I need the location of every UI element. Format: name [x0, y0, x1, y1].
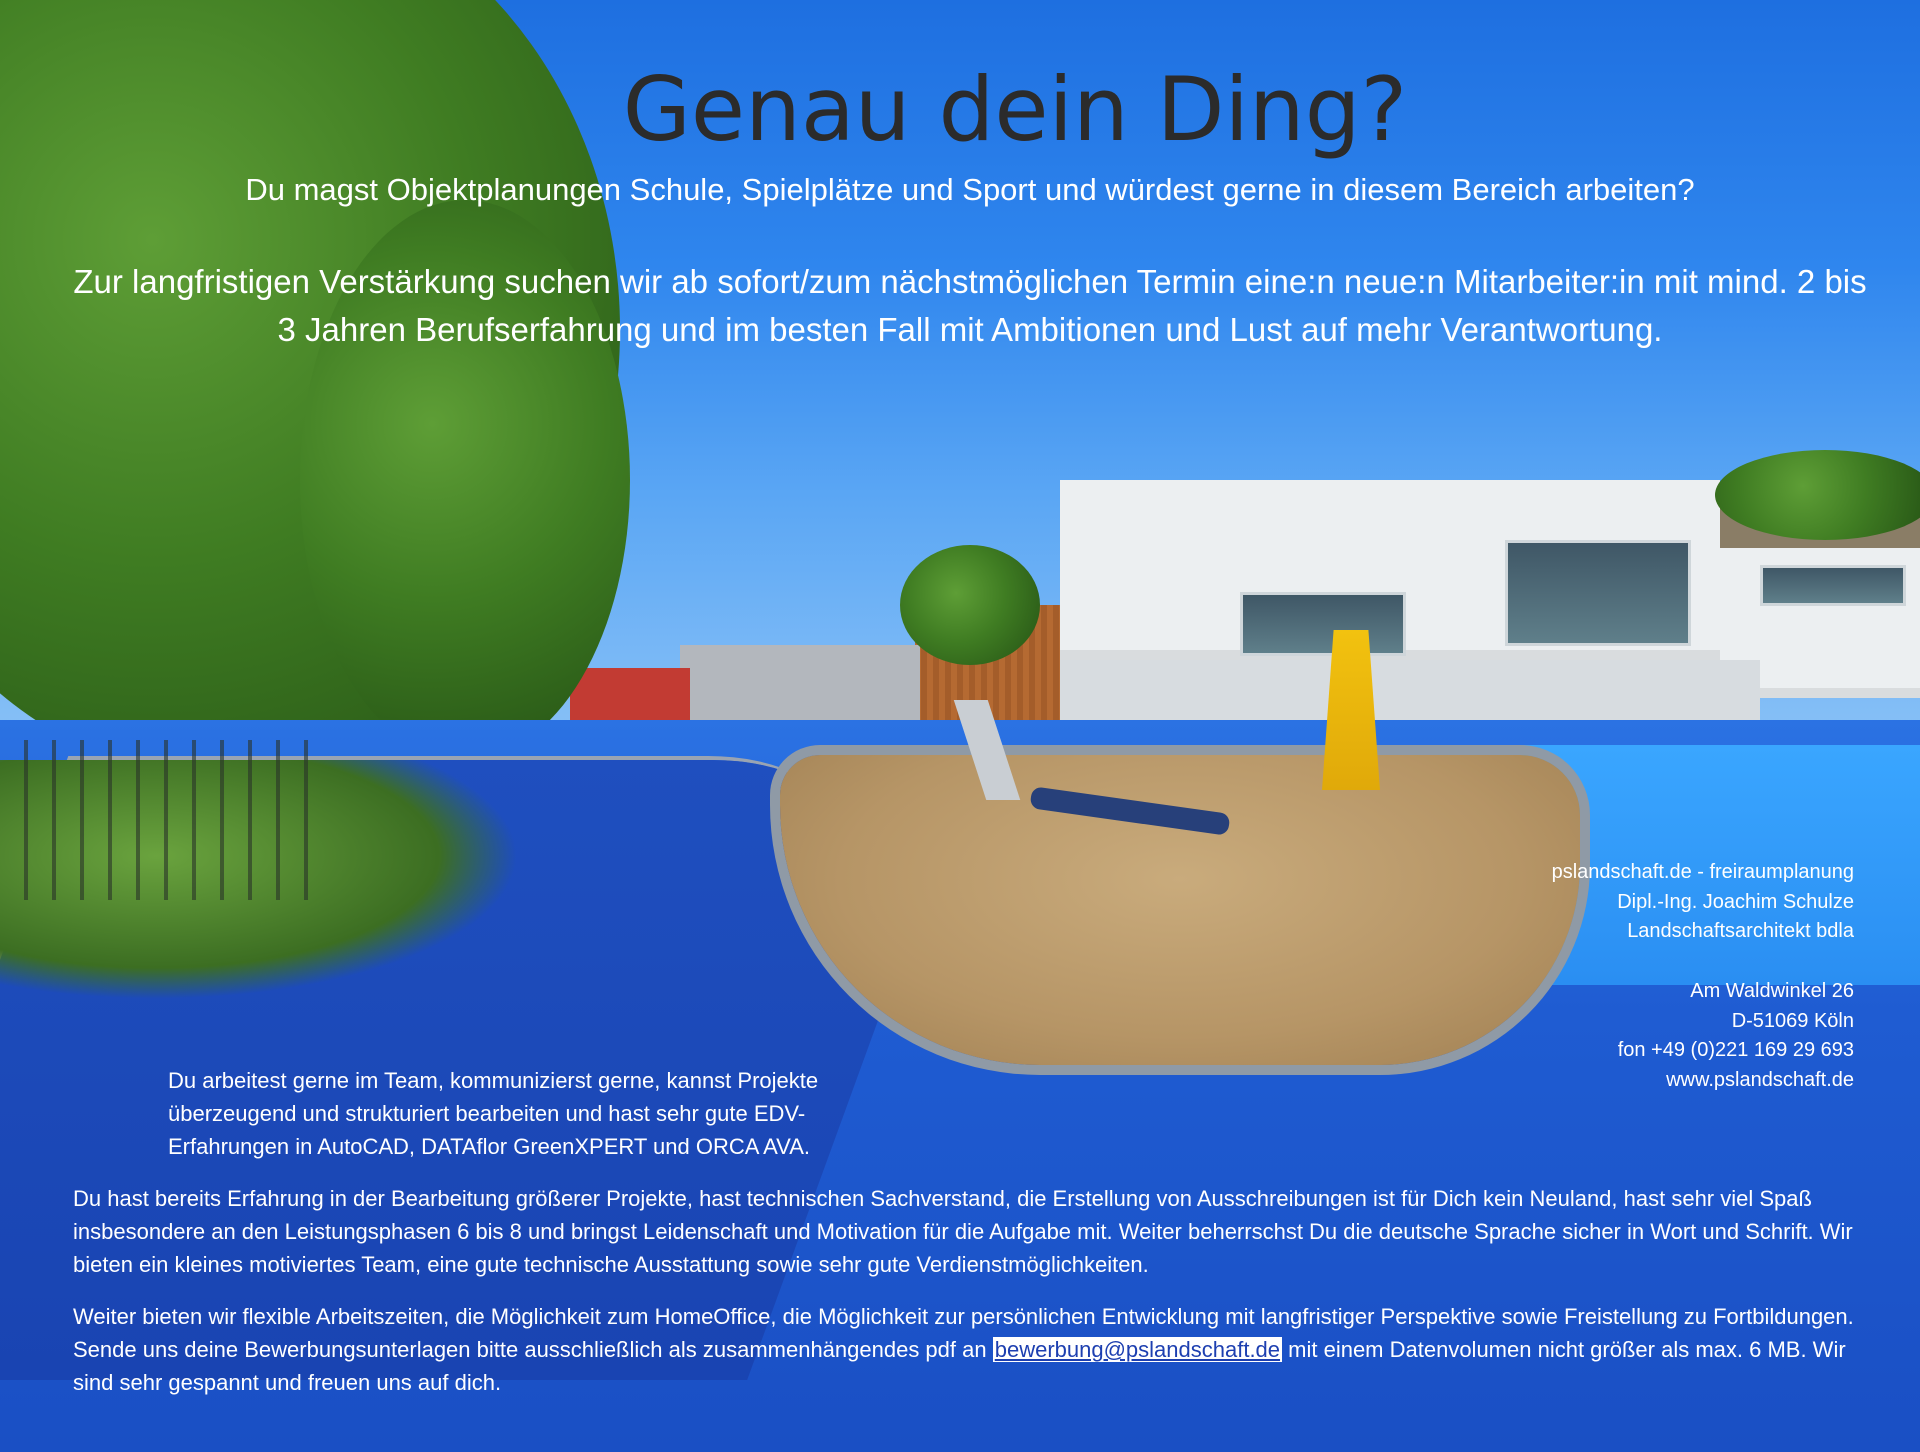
contact-block [1434, 858, 1854, 1096]
offer-text-before: Weiter bieten wir flexible Arbeitszeiten, die Möglichkeit zum HomeOffice, die Möglichkeit zur persönlichen Entwicklung mit langfristiger Perspektive sowie Freistellung zu Fortbildungen. Sende uns deine Bewerbungsunterlagen bitte ausschließlich als zusammenhängendes pdf an [73, 1304, 1854, 1362]
experience-paragraph: Du hast bereits Erfahrung in der Bearbeitung größerer Projekte, hast technischen Sachverstand, die Erstellung von Ausschreibungen ist für Dich kein Neuland, hast sehr viel Spaß insbesondere an den Leistungsphasen 6 bis 8 und bringst Leidenschaft und Motivation für die Aufgabe mit. Weiter beherrschst Du die deutsche Sprache sicher in Wort und Schrift. Wir bieten ein kleines motiviertes Team, eine gute technische Ausstattung sowie sehr gute Verdienstmöglichkeiten. [73, 1186, 1853, 1277]
building-window [1240, 592, 1406, 656]
website: www.pslandschaft.de [1666, 1068, 1854, 1091]
contact-title: Landschaftsarchitekt bdla [1627, 920, 1854, 943]
offer-text-after: mit einem Datenvolumen nicht größer als max. 6 MB. Wir sind sehr gespannt und freuen uns auf dich. [73, 1337, 1846, 1395]
intro-offer: Zur langfristigen Verstärkung suchen wir ab sofort/zum nächstmöglichen Termin eine:n neue:n Mitarbeiter:in mit mind. 2 bis 3 Jahren Berufserfahrung und im besten Fall mit Ambitionen und Lust auf mehr Verantwortung. [73, 263, 1867, 348]
contact-person: Dipl.-Ing. Joachim Schulze [1617, 890, 1854, 913]
phone-number: fon +49 (0)221 169 29 693 [1617, 1039, 1854, 1062]
fence [0, 740, 320, 900]
building-window [1505, 540, 1691, 646]
application-email-link[interactable]: bewerbung@pslandschaft.de [994, 1337, 1281, 1362]
company-name: pslandschaft.de - freiraumplanung [1551, 861, 1854, 883]
spacer [1434, 947, 1854, 977]
team-paragraph: Du arbeitest gerne im Team, kommunizierst gerne, kannst Projekte überzeugend und strukturiert bearbeiten und hast sehr gute EDV-Erfahrungen in AutoCAD, DATAflor GreenXPERT und ORCA AVA. [168, 1068, 819, 1159]
address-city: D-51069 Köln [1731, 1009, 1854, 1032]
building-window [1760, 565, 1906, 606]
address-street: Am Waldwinkel 26 [1690, 979, 1854, 1002]
headline: Genau dein Ding? [622, 58, 1408, 161]
intro-question: Du magst Objektplanungen Schule, Spielplätze und Sport und würdest gerne in diesem Bereich arbeiten? [245, 172, 1695, 207]
tree [1715, 450, 1920, 540]
offer-paragraph [73, 1300, 1863, 1399]
tree [900, 545, 1040, 665]
